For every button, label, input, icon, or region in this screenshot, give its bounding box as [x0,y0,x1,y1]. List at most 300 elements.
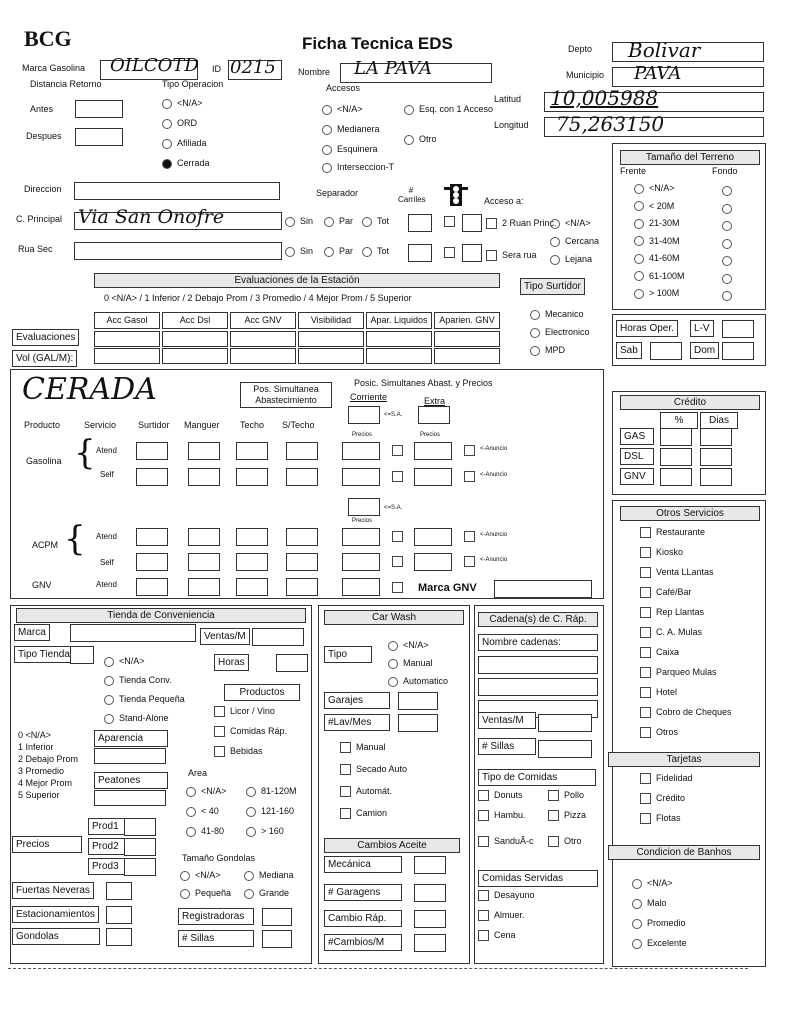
tienda-title: Tienda de Conveniencia [16,608,306,623]
radio-icon [388,659,398,669]
servidas-2[interactable] [478,930,516,941]
checkbox-icon [548,810,559,821]
extra-field[interactable] [418,406,450,424]
acpm-atend-price1[interactable] [342,528,380,546]
vol-field-3[interactable] [298,348,364,364]
cadena-nombre-1[interactable] [478,656,598,674]
radio-icon [244,889,254,899]
credito-pct-2[interactable] [660,468,692,486]
otros-9[interactable] [640,707,732,718]
otros-4[interactable] [640,607,704,618]
gondolas-opt-3[interactable] [244,888,289,899]
checkbox-icon [640,707,651,718]
gnv-price[interactable] [342,578,380,596]
otros-7[interactable] [640,667,717,678]
option-label: Manual [403,658,433,668]
rua-sec-chk1[interactable] [444,247,460,258]
terreno-frente-1[interactable] [634,201,674,212]
checkbox-icon [640,727,651,738]
radio-icon [550,219,560,229]
radio-icon [634,219,644,229]
option-label: MPD [545,345,565,355]
otros-0[interactable] [640,527,705,538]
option-label: Medianera [337,124,380,134]
posic-title: Posic. Simultanes Abast. y Precios [354,378,493,388]
credito-dias-2[interactable] [700,468,732,486]
accesos-5[interactable] [404,134,437,145]
accesos-2[interactable] [322,144,378,155]
accesos-0[interactable] [322,104,363,115]
cw-item-3[interactable] [340,808,387,819]
terreno-frente-2[interactable] [634,218,680,229]
marca-gnv-label: Marca GNV [418,582,477,594]
gas-self-cell-3[interactable] [286,468,318,486]
tipo-op-2[interactable] [162,138,207,149]
terreno-frente-3[interactable] [634,236,680,247]
comidas-3[interactable] [548,810,586,821]
option-label: Otro [419,134,437,144]
radio-icon [530,310,540,320]
c-principal-sin[interactable]: Sin [285,216,313,227]
depto-value: Bolivar [628,38,701,62]
acpm-self-price1[interactable] [342,553,380,571]
option-label: Restaurante [656,527,706,537]
cadena-title: Cadena(s) de C. Ráp. [478,612,598,627]
gnv-atend-cell-2[interactable] [236,578,268,596]
acpm-atend-cell-2[interactable] [236,528,268,546]
tienda-scale-1: 1 Inferior [18,742,54,752]
comidas-2[interactable] [478,810,526,821]
gas-atend-cell-1[interactable] [188,442,220,460]
tienda-prod-label-0: Prod1 [88,818,126,835]
comidas-4[interactable] [478,836,534,847]
vol-field-1[interactable] [162,348,228,364]
registradoras-field[interactable] [262,908,292,926]
fuertas-label: Fuertas Neveras [12,882,94,899]
bottom-rule [8,968,748,969]
acpm-self-chk2[interactable] [464,556,475,567]
tienda-scale-5: 5 Superior [18,790,60,800]
banos-3[interactable] [632,938,687,949]
option-label: Fidelidad [656,773,693,783]
credito-row-2: GNV [620,468,654,485]
surtidor-1[interactable] [530,327,590,338]
comidas-0[interactable] [478,790,523,801]
municipio-value: PAVA [634,63,682,84]
estacion-field[interactable] [106,906,132,924]
option-label: Hambu. [494,810,526,820]
c-principal-sep[interactable] [462,214,482,232]
banos-0[interactable] [632,878,673,889]
marca-label: Marca Gasolina [22,63,86,73]
radio-icon [550,255,560,265]
fuertas-field[interactable] [106,882,132,900]
eval-col-4: Apar. Liquidos [366,312,432,329]
terreno-frente-5[interactable] [634,271,685,282]
surtidor-2[interactable] [530,345,565,356]
gas-self-cell-2[interactable] [236,468,268,486]
garagens-field[interactable] [414,884,446,902]
option-label: Esquinera [337,144,378,154]
lav-mes-field[interactable] [398,714,438,732]
radio-icon [322,105,332,115]
credito-pct-0[interactable] [660,428,692,446]
area-4[interactable] [246,806,294,817]
longitud-label: Longitud [494,120,529,130]
terreno-fondo-radio-3[interactable] [722,239,732,249]
credito-dias: Dias [700,412,738,429]
c-principal-carriles[interactable] [408,214,432,232]
option-label: Kiosko [656,547,684,557]
page-title: Ficha Tecnica EDS [302,34,453,53]
eval-field-0[interactable] [94,331,160,347]
gas-atend-price1[interactable] [342,442,380,460]
terreno-fondo-radio-2[interactable] [722,221,732,231]
tienda-prod-field-2[interactable] [124,858,156,876]
servidas-0[interactable] [478,890,535,901]
option-label: SanduÃ-c [494,836,534,846]
checkbox-icon [640,813,651,824]
cadena-ventas-field[interactable] [538,714,592,732]
tienda-horas-field[interactable] [276,654,308,672]
tarjetas-2[interactable] [640,813,681,824]
acpm-self-cell-3[interactable] [286,553,318,571]
marca-gnv-chk[interactable] [392,582,408,593]
separador-label: Separador [316,188,359,198]
tienda-scale-3: 3 Promedio [18,766,65,776]
option-label: Pollo [564,790,585,800]
rua-sec-carriles[interactable] [408,244,432,262]
checkbox-icon [640,547,651,558]
tienda-ventas-label: Ventas/M [200,628,250,645]
acpm-atend-cell-1[interactable] [188,528,220,546]
gondolas-opt-1[interactable] [244,870,294,881]
option-label: Otro [564,836,582,846]
acpm-atend-price2[interactable] [414,528,452,546]
c-principal-two[interactable]: 2 Ruan Princ. [486,218,557,229]
terreno-frente-4[interactable] [634,253,680,264]
tienda-horas-label: Horas [214,654,249,671]
terreno-fondo-radio-5[interactable] [722,274,732,284]
checkbox-icon [478,790,489,801]
terreno-fondo-radio-6[interactable] [722,291,732,301]
apariencia-field[interactable] [94,748,166,764]
acpm-self-price2[interactable] [414,553,452,571]
gondolas-field[interactable] [106,928,132,946]
gas-self-price2[interactable] [414,468,452,486]
tienda-prod-field-0[interactable] [124,818,156,836]
otros-5[interactable] [640,627,702,638]
c-principal-label: C. Principal [16,214,63,224]
credito-pct: % [660,412,698,429]
checkbox-icon [640,627,651,638]
estacion-label: Estacionamientos [12,906,99,923]
c-principal-chk1[interactable] [444,216,460,227]
checkbox-icon [478,890,489,901]
garajes-label: Garajes [324,692,390,709]
gas-self-chk1[interactable] [392,471,403,482]
otros-2[interactable] [640,567,714,578]
acceso-a-label: Acceso a: [484,196,524,206]
option-label: Cerrada [177,158,210,168]
acpm-atend-cell-0[interactable] [136,528,168,546]
otros-1[interactable] [640,547,683,558]
area-1[interactable] [186,806,219,817]
fondo-label: Fondo [712,166,738,176]
option-label: Secado Auto [356,764,408,774]
accesos-4[interactable] [404,104,493,115]
acpm-self-cell-0[interactable] [136,553,168,571]
status-stamp: CERADA [22,372,157,407]
area-0[interactable] [186,786,227,797]
tienda-prod-label-1: Prod2 [88,838,126,855]
checkbox-icon [640,773,651,784]
gondolas-opt-0[interactable] [180,870,221,881]
c-principal-tot[interactable]: Tot [362,216,389,227]
acpm-atend-chk1[interactable] [392,531,403,542]
option-label: Cena [494,930,516,940]
option-label: <N/A> [403,640,429,650]
tienda-sillas-field[interactable] [262,930,292,948]
cambios-m-field[interactable] [414,934,446,952]
mecanica-field[interactable] [414,856,446,874]
option-label: Cercana [565,236,600,246]
credito-dias-1[interactable] [700,448,732,466]
longitud-value: 75,263150 [556,112,665,136]
gas-self-cell-0[interactable] [136,468,168,486]
garajes-field[interactable] [398,692,438,710]
acpm-precios-label: Precios [352,518,373,524]
option-label: Pequeña [195,888,232,898]
radio-icon [632,939,642,949]
tipo-op-1[interactable] [162,118,197,129]
tienda-tipo-3[interactable] [104,713,169,724]
otros-6[interactable] [640,647,679,658]
eval-field-1[interactable] [162,331,228,347]
eval-field-4[interactable] [366,331,432,347]
radio-icon [322,163,332,173]
tamano-terreno-title: Tamaño del Terreno [620,150,760,165]
radio-icon [162,99,172,109]
cw-tipo-0[interactable] [388,640,429,651]
tienda-tipo-0[interactable] [104,656,145,667]
vol-field-4[interactable] [366,348,432,364]
rua-sec-sin[interactable]: Sin [285,246,313,257]
gas-self-price1[interactable] [342,468,380,486]
option-label: 21-30M [649,218,680,228]
rua-sec-par[interactable]: Par [324,246,353,257]
lv-field[interactable] [722,320,754,338]
tipo-op-3[interactable] [162,158,210,169]
c-principal-value: Via San Onofre [78,206,225,228]
acpm-self-cell-1[interactable] [188,553,220,571]
banos-2[interactable] [632,918,686,929]
radio-icon [162,119,172,129]
peatones-label: Peatones [94,772,168,789]
comidas-1[interactable] [548,790,584,801]
peatones-field[interactable] [94,790,166,806]
gas-atend-cell-2[interactable] [236,442,268,460]
cw-item-2[interactable] [340,786,392,797]
acceso-opt-1[interactable] [550,236,599,247]
acpm-sa-field[interactable] [348,498,380,516]
gas-atend-chk1[interactable] [392,445,403,456]
rua-sec-field[interactable] [74,242,282,260]
marca-gnv-field[interactable] [494,580,592,598]
checkbox-icon [548,790,559,801]
tienda-marca-field[interactable] [70,624,196,642]
gnv-atend-cell-0[interactable] [136,578,168,596]
area-5[interactable] [246,826,284,837]
acpm-self-cell-2[interactable] [236,553,268,571]
sab-label: Sab [616,342,642,359]
tarjetas-title: Tarjetas [608,752,760,767]
vol-field-5[interactable] [434,348,500,364]
acceso-opt-0[interactable] [550,218,591,229]
rua-sec-tot[interactable]: Tot [362,246,389,257]
dom-field[interactable] [722,342,754,360]
tienda-tipo-2[interactable] [104,694,185,705]
c-principal-par[interactable]: Par [324,216,353,227]
radio-icon [186,787,196,797]
gas-atend-cell-3[interactable] [286,442,318,460]
extra-label: Extra [424,396,446,406]
tarjetas-0[interactable] [640,773,693,784]
tarjetas-1[interactable] [640,793,685,804]
option-label: Mecanico [545,309,584,319]
despues-field[interactable] [75,128,123,146]
eval-col-1: Acc Dsl [162,312,228,329]
surtidor-0[interactable] [530,309,584,320]
rua-sec-sera[interactable]: Sera rua [486,250,537,261]
gas-atend-cell-0[interactable] [136,442,168,460]
option-label: Tienda Conv. [119,675,172,685]
radio-icon [634,184,644,194]
gas-atend-chk2[interactable] [464,445,475,456]
tienda-ventas-field[interactable] [252,628,304,646]
gondolas-opt-2[interactable] [180,888,231,899]
eval-col-3: Visibilidad [298,312,364,329]
option-label: <N/A> [119,656,145,666]
lav-mes-label: #Lav/Mes [324,714,390,731]
servidas-1[interactable] [478,910,525,921]
terreno-fondo-radio-4[interactable] [722,256,732,266]
radio-icon [388,641,398,651]
option-label: Donuts [494,790,523,800]
banos-1[interactable] [632,898,667,909]
cadena-nombre-2[interactable] [478,678,598,696]
tienda-prod-1[interactable] [214,726,287,737]
cadena-nombre-label: Nombre cadenas: [478,634,598,651]
product-col-4: Techo [240,420,265,430]
gas-atend-price2[interactable] [414,442,452,460]
evaluaciones-scale: 0 <N/A> / 1 Inferior / 2 Debajo Prom / 3 Promedio / 4 Mejor Prom / 5 Superior [104,293,412,303]
sa-field[interactable] [348,406,380,424]
option-label: 41-60M [649,253,680,263]
accesos-3[interactable] [322,162,394,173]
checkbox-icon [640,607,651,618]
radio-icon [530,328,540,338]
otros-3[interactable] [640,587,692,598]
radio-icon [632,919,642,929]
gnv-label: GNV [32,580,52,590]
checkbox-icon [214,746,225,757]
radio-icon [634,236,644,246]
area-2[interactable] [186,826,224,837]
otros-8[interactable] [640,687,677,698]
tienda-tipo-1[interactable] [104,675,172,686]
otros-10[interactable] [640,727,678,738]
radio-icon [162,159,172,169]
option-label: Flotas [656,813,681,823]
radio-icon [180,871,190,881]
terreno-fondo-radio-1[interactable] [722,204,732,214]
gas-self-label: Self [100,470,114,479]
precios-label-2: Precios [420,432,441,438]
acpm-atend-cell-3[interactable] [286,528,318,546]
option-label: 41-80 [201,826,225,836]
cw-item-0[interactable] [340,742,386,753]
tipo-op-0[interactable] [162,98,203,109]
eval-col-2: Acc GNV [230,312,296,329]
comidas-5[interactable] [548,836,582,847]
vol-field-0[interactable] [94,348,160,364]
terreno-frente-6[interactable] [634,288,679,299]
radio-icon [104,714,114,724]
option-label: < 20M [649,200,675,211]
tienda-prod-field-1[interactable] [124,838,156,856]
tienda-prod-0[interactable] [214,706,275,717]
option-label: Mediana [259,870,294,880]
credito-dias-0[interactable] [700,428,732,446]
vol-field-2[interactable] [230,348,296,364]
terreno-frente-0[interactable] [634,183,675,194]
cw-item-1[interactable] [340,764,407,775]
terreno-fondo-radio-0[interactable] [722,186,732,196]
sab-field[interactable] [650,342,682,360]
option-label: <N/A> [647,878,673,888]
rua-sec-sep[interactable] [462,244,482,262]
tienda-prod-2[interactable] [214,746,263,757]
apariencia-label: Aparencia [94,730,168,747]
accesos-1[interactable] [322,124,380,135]
acpm-self-anuncio: <-Anuncio [480,557,508,563]
gas-self-cell-1[interactable] [188,468,220,486]
antes-field[interactable] [75,100,123,118]
precios-label-1: Precios [352,432,373,438]
cambio-rap-field[interactable] [414,910,446,928]
gnv-atend-cell-3[interactable] [286,578,318,596]
acpm-self-chk1[interactable] [392,556,403,567]
direccion-field[interactable] [74,182,280,200]
gas-self-chk2[interactable] [464,471,475,482]
eval-field-3[interactable] [298,331,364,347]
cw-tipo-2[interactable] [388,676,448,687]
credito-pct-1[interactable] [660,448,692,466]
eval-field-5[interactable] [434,331,500,347]
acceso-opt-2[interactable] [550,254,592,265]
radio-icon [550,237,560,247]
area-3[interactable] [246,786,297,797]
tipo-tienda-field[interactable] [70,646,94,664]
gnv-atend-cell-1[interactable] [188,578,220,596]
acpm-atend-chk2[interactable] [464,531,475,542]
option-label: 81-120M [261,786,297,796]
cadena-sillas-field[interactable] [538,740,592,758]
cw-tipo-1[interactable] [388,658,433,669]
option-label: ORD [177,118,197,128]
eval-field-2[interactable] [230,331,296,347]
